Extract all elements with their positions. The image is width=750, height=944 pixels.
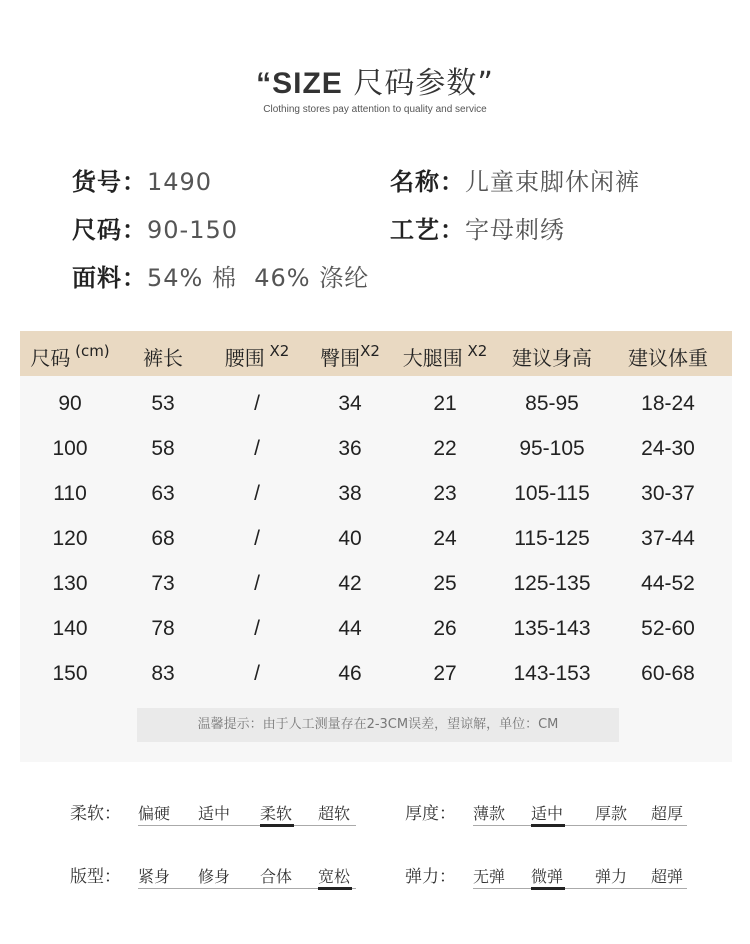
info-key: 工艺： <box>390 216 465 244</box>
scale-line <box>473 888 687 889</box>
info-size <box>72 210 238 245</box>
info-key: 面料： <box>72 264 147 292</box>
title-en: “SIZE <box>256 67 343 100</box>
scale-option: 微弹 <box>531 867 564 886</box>
info-value: 54% 棉 46% 涤纶 <box>147 264 370 292</box>
scale-option: 适中 <box>198 804 231 823</box>
table-row: 130 73 / 42 25 125-135 44-52 <box>52 572 695 595</box>
scale-option: 合体 <box>260 867 293 886</box>
scale-option: 超软 <box>318 804 351 823</box>
scale-option: 修身 <box>198 867 231 886</box>
size-table <box>20 331 732 762</box>
scale-selected-marker <box>318 887 352 890</box>
header-unit: X2 <box>462 342 488 360</box>
header-text: 裤长 <box>143 346 183 370</box>
scale-selected-marker <box>531 887 565 890</box>
table-header <box>20 331 732 376</box>
scale-label: 版型： <box>70 867 121 887</box>
info-item-no <box>72 162 212 197</box>
scale-selected-marker <box>260 824 294 827</box>
table-row: 90 53 / 34 21 85-95 18-24 <box>58 392 695 415</box>
info-value: 儿童束脚休闲裤 <box>465 168 640 196</box>
table-row: 110 63 / 38 23 105-115 30-37 <box>53 482 695 505</box>
scale-option: 厚款 <box>595 804 628 823</box>
header-unit: (cm) <box>70 342 110 360</box>
scale-option: 柔软 <box>260 804 293 823</box>
header-unit: X2 <box>264 342 290 360</box>
scale-option: 薄款 <box>473 804 506 823</box>
scale-option: 紧身 <box>138 867 171 886</box>
scale-option: 适中 <box>531 804 564 823</box>
scale-label: 柔软： <box>70 804 121 824</box>
scale-line <box>138 825 356 826</box>
measurement-note: 温馨提示：由于人工测量存在2-3CM误差，望谅解，单位：CM <box>137 708 619 742</box>
header-text: 臀围 <box>320 346 361 370</box>
info-name <box>390 162 640 197</box>
page-subtitle: Clothing stores pay attention to quality and service <box>263 104 487 115</box>
scale-option: 偏硬 <box>138 804 171 823</box>
scale-option: 无弹 <box>473 867 506 886</box>
scale-option: 超厚 <box>651 804 684 823</box>
scale-softness <box>70 799 370 839</box>
scale-label: 弹力： <box>405 867 456 887</box>
info-value: 1490 <box>147 168 213 196</box>
scale-selected-marker <box>531 824 565 827</box>
header-text: 建议身高 <box>512 346 592 370</box>
table-row: 150 83 / 46 27 143-153 60-68 <box>52 662 695 685</box>
info-craft <box>390 210 565 245</box>
header-text: 大腿围 <box>402 346 463 370</box>
scale-option: 超弹 <box>651 867 684 886</box>
scale-fit <box>70 862 370 902</box>
scale-option: 弹力 <box>595 867 628 886</box>
scale-label: 厚度： <box>405 804 456 824</box>
scale-elasticity <box>405 862 705 902</box>
info-value: 字母刺绣 <box>465 216 565 244</box>
info-fabric <box>72 258 369 293</box>
info-key: 名称： <box>390 168 465 196</box>
title-cn: 尺码参数” <box>342 66 494 101</box>
scale-option: 宽松 <box>318 867 351 886</box>
table-row: 100 58 / 36 22 95-105 24-30 <box>52 437 695 460</box>
info-value: 90-150 <box>147 216 239 244</box>
scale-thickness <box>405 799 705 839</box>
info-key: 货号： <box>72 168 147 196</box>
page-title <box>0 58 750 102</box>
scale-line <box>473 825 687 826</box>
table-row: 120 68 / 40 24 115-125 37-44 <box>52 527 695 550</box>
header-text: 腰围 <box>224 346 265 370</box>
table-row: 140 78 / 44 26 135-143 52-60 <box>52 617 695 640</box>
header-unit: X2 <box>360 342 380 360</box>
header-text: 尺码 <box>30 346 71 370</box>
header-text: 建议体重 <box>628 346 708 370</box>
info-key: 尺码： <box>72 216 147 244</box>
